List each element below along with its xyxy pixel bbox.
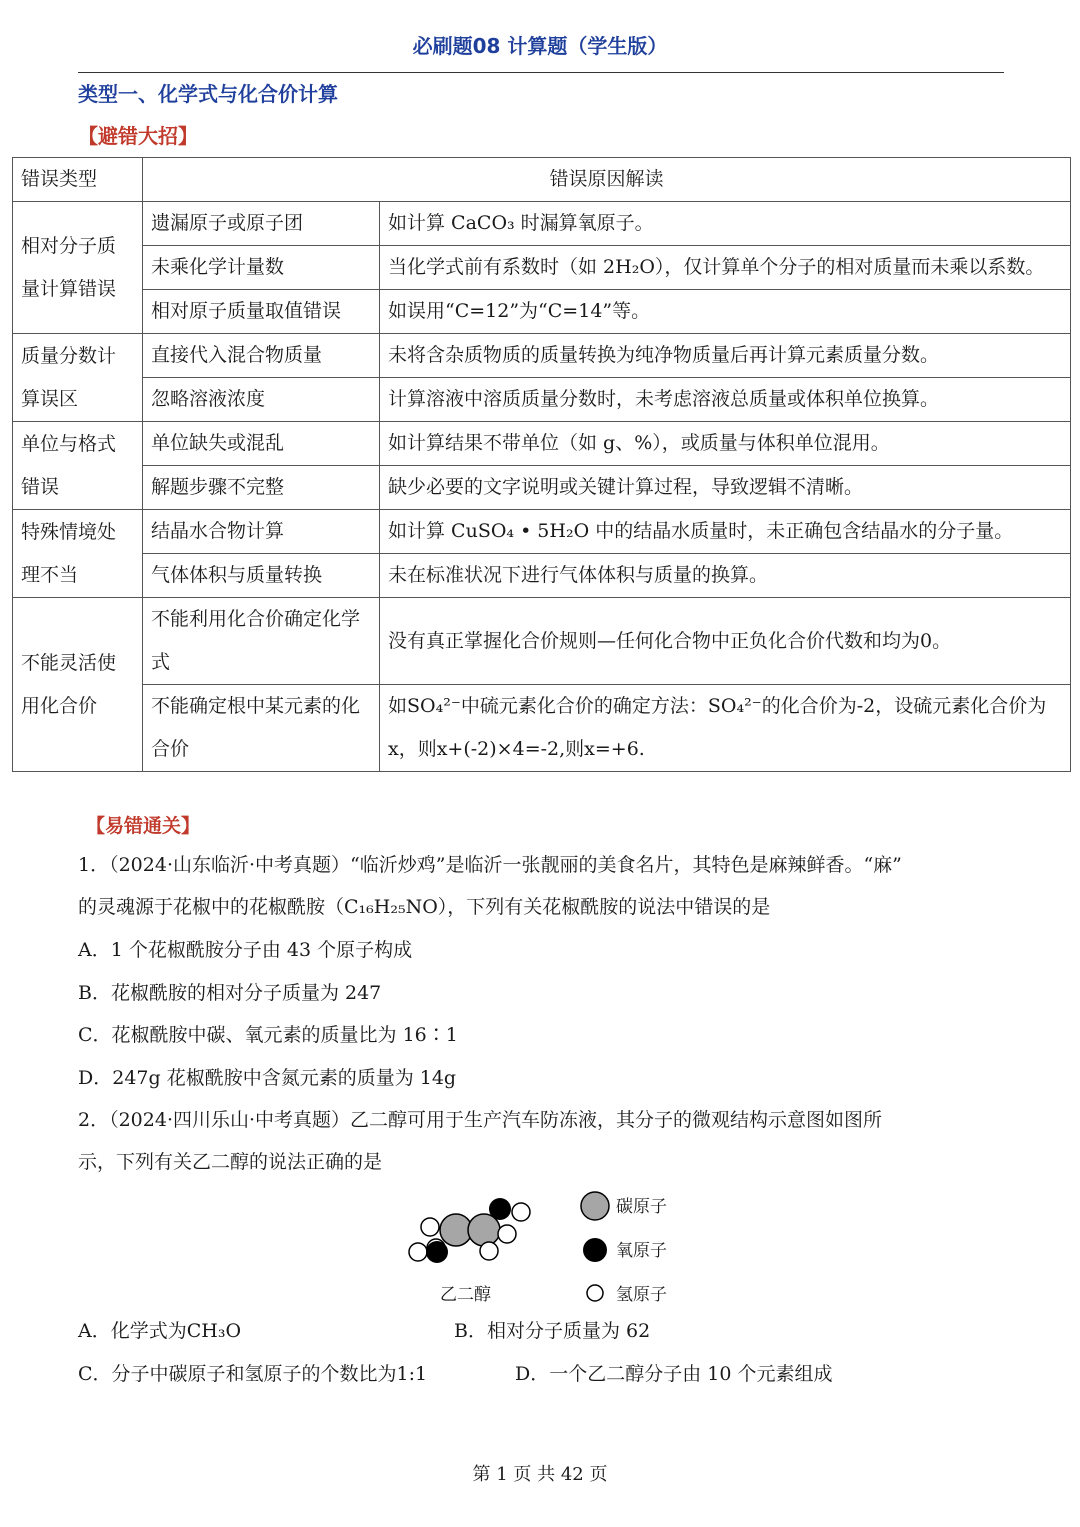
- reason-cell: 未在标准状况下进行气体体积与质量的换算。: [380, 554, 1071, 598]
- reason-cell: 如计算 CuSO₄ • 5H₂O 中的结晶水质量时，未正确包含结晶水的分子量。: [380, 510, 1071, 554]
- table-row: [13, 334, 1071, 378]
- section-heading: 类型一、化学式与化合价计算: [78, 82, 338, 106]
- reason-cell: 未将含杂质物质的质量转换为纯净物质量后再计算元素质量分数。: [380, 334, 1071, 378]
- error-table: [12, 157, 1071, 772]
- q2-option-b: B．相对分子质量为 62: [454, 1320, 651, 1342]
- table-row: [13, 510, 1071, 554]
- q1-option-a: A．1 个花椒酰胺分子由 43 个原子构成: [78, 939, 413, 961]
- item-cell: 忽略溶液浓度: [143, 378, 380, 422]
- reason-cell: 当化学式前有系数时（如 2H₂O），仅计算单个分子的相对质量而未乘以系数。: [380, 246, 1071, 290]
- item-cell: 气体体积与质量转换: [143, 554, 380, 598]
- reason-cell: 如计算结果不带单位（如 g、%），或质量与体积单位混用。: [380, 422, 1071, 466]
- table-row: [13, 554, 1071, 598]
- title-rule: [78, 72, 1004, 73]
- header-error-reason: 错误原因解读: [143, 158, 1071, 202]
- hydrogen-atom: [480, 1242, 498, 1260]
- table-row: [13, 378, 1071, 422]
- legend-oxygen-label: 氧原子: [616, 1241, 667, 1261]
- q2-option-c-prefix: C．分子中碳原子和氢原子的个数比为: [78, 1363, 397, 1385]
- q2-option-c-ratio: 1:1: [396, 1363, 428, 1385]
- page-footer: 第 1 页 共 42 页: [472, 1464, 608, 1485]
- hydrogen-atom: [512, 1203, 530, 1221]
- legend-oxygen-swatch: [583, 1238, 607, 1262]
- category-cell: 相对分子质量计算错误: [13, 202, 143, 334]
- ethylene-glycol-diagram: [400, 1184, 700, 1310]
- item-cell: 单位缺失或混乱: [143, 422, 380, 466]
- legend-hydrogen-label: 氢原子: [616, 1285, 667, 1305]
- pass-tag: 【易错通关】: [86, 815, 201, 837]
- table-row: [13, 598, 1071, 685]
- legend-hydrogen-swatch: [587, 1285, 603, 1301]
- q1-option-d: D．247g 花椒酰胺中含氮元素的质量为 14g: [78, 1067, 457, 1089]
- q2-option-a: [78, 1319, 241, 1343]
- carbon-atom: [440, 1214, 472, 1246]
- category-cell: 特殊情境处理不当: [13, 510, 143, 598]
- legend-carbon-label: 碳原子: [616, 1197, 667, 1217]
- oxygen-atom: [426, 1241, 448, 1263]
- reason-cell: 缺少必要的文字说明或关键计算过程，导致逻辑不清晰。: [380, 466, 1071, 510]
- page-title: 必刷题08 计算题（学生版）: [412, 34, 668, 58]
- q2-stem-line2: 示，下列有关乙二醇的说法正确的是: [78, 1151, 383, 1173]
- item-cell: 结晶水合物计算: [143, 510, 380, 554]
- q1-option-b: B．花椒酰胺的相对分子质量为 247: [78, 982, 382, 1004]
- q2-option-a-formula: CH₃O: [186, 1320, 242, 1342]
- q1-stem-line1: 1．（2024·山东临沂·中考真题）“临沂炒鸡”是临沂一张靓丽的美食名片，其特色是麻辣鲜香。“麻”: [78, 854, 902, 876]
- table-row: [13, 202, 1071, 246]
- q2-option-c: [78, 1362, 427, 1386]
- avoid-error-tag: 【避错大招】: [78, 124, 198, 148]
- oxygen-atom: [489, 1198, 511, 1220]
- q2-stem-line1: 2．（2024·四川乐山·中考真题）乙二醇可用于生产汽车防冻液，其分子的微观结构示意图如图所: [78, 1109, 883, 1131]
- table-row: [13, 290, 1071, 334]
- table-row: [13, 685, 1071, 772]
- legend-carbon-swatch: [581, 1192, 609, 1220]
- reason-cell: 没有真正掌握化合价规则—任何化合物中正负化合价代数和均为0。: [380, 598, 1071, 685]
- table-row: [13, 246, 1071, 290]
- table-row: [13, 466, 1071, 510]
- hydrogen-atom: [409, 1243, 427, 1261]
- table-header-row: [13, 158, 1071, 202]
- hydrogen-atom: [498, 1225, 516, 1243]
- item-cell: 不能确定根中某元素的化合价: [143, 685, 380, 772]
- item-cell: 不能利用化合价确定化学式: [143, 598, 380, 685]
- header-error-type: 错误类型: [13, 158, 143, 202]
- item-cell: 遗漏原子或原子团: [143, 202, 380, 246]
- q1-stem-line2: [78, 895, 770, 919]
- item-cell: 直接代入混合物质量: [143, 334, 380, 378]
- category-cell: 单位与格式错误: [13, 422, 143, 510]
- hydrogen-atom: [421, 1218, 439, 1236]
- reason-cell: 如误用“C=12”为“C=14”等。: [380, 290, 1071, 334]
- reason-cell: 如SO₄²⁻中硫元素化合价的确定方法：SO₄²⁻的化合价为-2，设硫元素化合价为x，则x+(-2)×4=-2,则x=+6.: [380, 685, 1071, 772]
- q1-formula: C₁₆H₂₅NO: [344, 896, 438, 918]
- category-cell: 质量分数计算误区: [13, 334, 143, 422]
- q1-stem-part-a: 的灵魂源于花椒中的花椒酰胺（: [78, 896, 345, 918]
- diagram-caption: 乙二醇: [440, 1285, 491, 1305]
- q1-option-c: C．花椒酰胺中碳、氧元素的质量比为 16∶1: [78, 1024, 458, 1046]
- q2-option-a-prefix: A．化学式为: [78, 1320, 187, 1342]
- item-cell: 解题步骤不完整: [143, 466, 380, 510]
- item-cell: 相对原子质量取值错误: [143, 290, 380, 334]
- table-row: [13, 422, 1071, 466]
- reason-cell: 计算溶液中溶质质量分数时，未考虑溶液总质量或体积单位换算。: [380, 378, 1071, 422]
- reason-cell: 如计算 CaCO₃ 时漏算氧原子。: [380, 202, 1071, 246]
- category-cell: 不能灵活使用化合价: [13, 598, 143, 772]
- q2-option-d: D．一个乙二醇分子由 10 个元素组成: [515, 1363, 833, 1385]
- item-cell: 未乘化学计量数: [143, 246, 380, 290]
- q1-stem-part-b: ），下列有关花椒酰胺的说法中错误的是: [437, 896, 771, 918]
